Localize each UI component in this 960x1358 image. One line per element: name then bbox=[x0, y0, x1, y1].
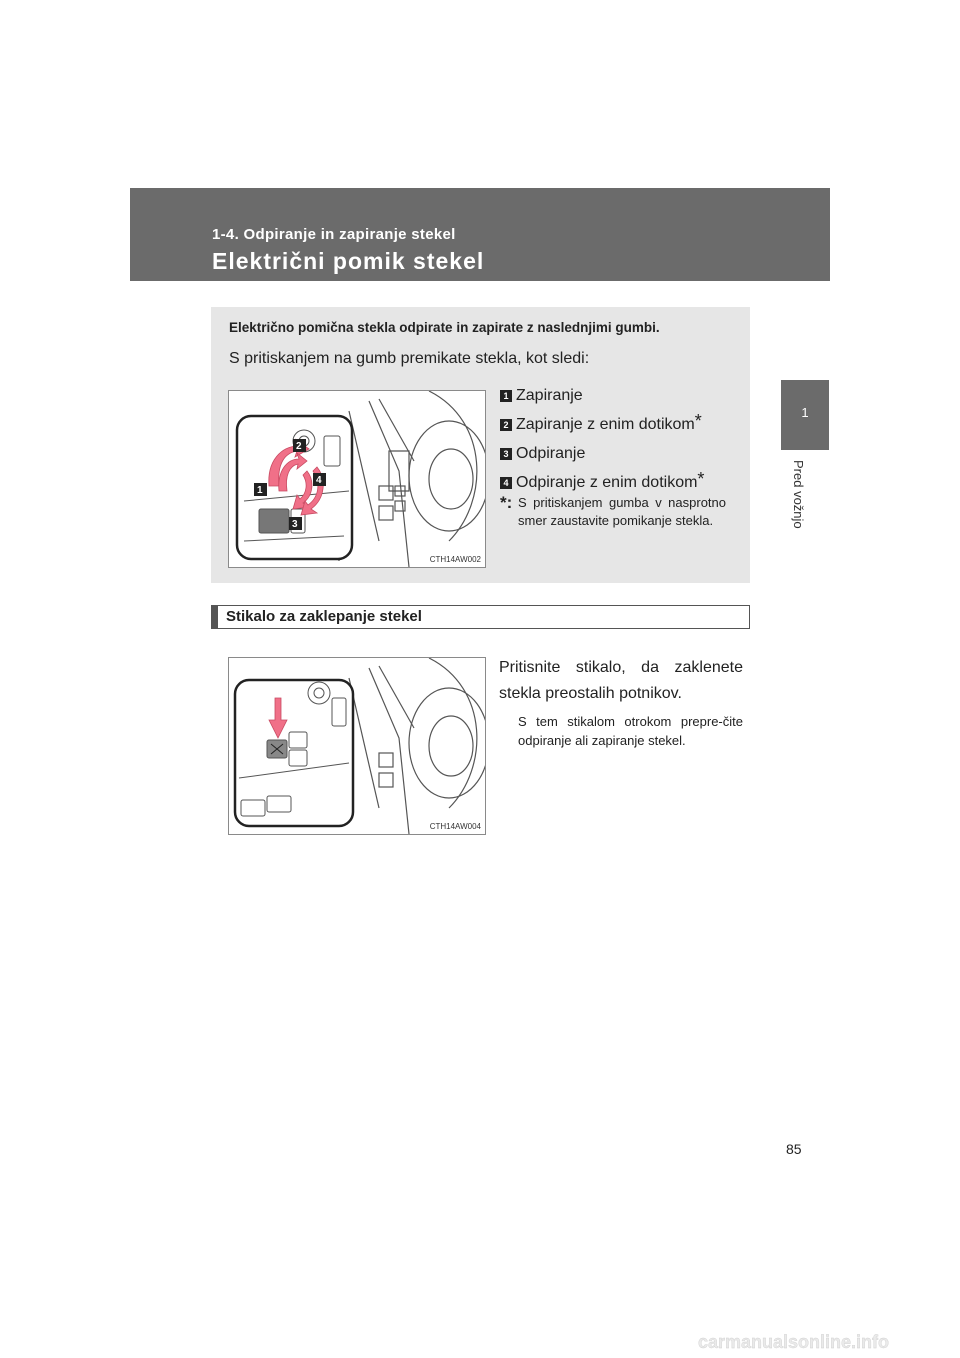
window-lock-drawing bbox=[229, 658, 485, 834]
footnote-mark: *: bbox=[500, 493, 513, 512]
svg-text:carmanualsonline.info: carmanualsonline.info bbox=[698, 1332, 890, 1352]
page-number: 85 bbox=[786, 1141, 802, 1157]
asterisk: * bbox=[694, 411, 702, 431]
figure-code: CTH14AW002 bbox=[429, 555, 481, 564]
legend-number: 2 bbox=[500, 419, 512, 431]
footnote-text: S pritiskanjem gumba v nasprotno smer zaustavite pomikanje stekla. bbox=[518, 495, 726, 528]
lock-instruction: Pritisnite stikalo, da zaklenete stekla preostalih potnikov. bbox=[499, 659, 743, 702]
legend-number: 1 bbox=[500, 390, 512, 402]
section-heading-label: Stikalo za zaklepanje stekel bbox=[226, 608, 422, 625]
power-window-drawing bbox=[229, 391, 485, 567]
chapter-side-label: Pred vožnjo bbox=[791, 460, 806, 529]
legend-number: 4 bbox=[500, 477, 512, 489]
legend-text: Odpiranje bbox=[516, 445, 586, 462]
legend-text: Zapiranje z enim dotikom bbox=[516, 416, 695, 433]
legend-item bbox=[500, 445, 750, 474]
legend-text: Zapiranje bbox=[516, 387, 583, 404]
legend-number: 3 bbox=[500, 448, 512, 460]
callout-1: 1 bbox=[257, 485, 263, 496]
section-label: 1-4. Odpiranje in zapiranje stekel bbox=[212, 226, 456, 243]
chapter-tab: 1 bbox=[781, 380, 829, 450]
watermark-logo bbox=[696, 1331, 952, 1353]
legend-text: Odpiranje z enim dotikom bbox=[516, 474, 698, 491]
asterisk: * bbox=[697, 469, 705, 489]
lock-panel-callout bbox=[235, 680, 353, 826]
footnote bbox=[500, 494, 726, 530]
chapter-header bbox=[130, 188, 830, 281]
legend-item bbox=[500, 411, 750, 445]
heading-bar bbox=[212, 606, 218, 628]
window-lock-illustration bbox=[228, 657, 486, 835]
callout-3: 3 bbox=[292, 519, 298, 530]
intro-line: S pritiskanjem na gumb premikate stekla, kot sledi: bbox=[229, 350, 590, 367]
page-title: Električni pomik stekel bbox=[212, 248, 485, 274]
callout-2: 2 bbox=[296, 441, 302, 452]
section-heading bbox=[211, 605, 750, 629]
lock-explanation: S tem stikalom otrokom prepre-čite odpiranje ali zapiranje stekel. bbox=[518, 714, 743, 748]
power-window-illustration bbox=[228, 390, 486, 568]
intro-lead: Električno pomična stekla odpirate in zapirate z naslednjimi gumbi. bbox=[229, 320, 660, 335]
legend-item bbox=[500, 387, 750, 416]
callout-4: 4 bbox=[316, 475, 322, 486]
figure-code: CTH14AW004 bbox=[429, 822, 481, 831]
legend-list bbox=[500, 387, 750, 503]
